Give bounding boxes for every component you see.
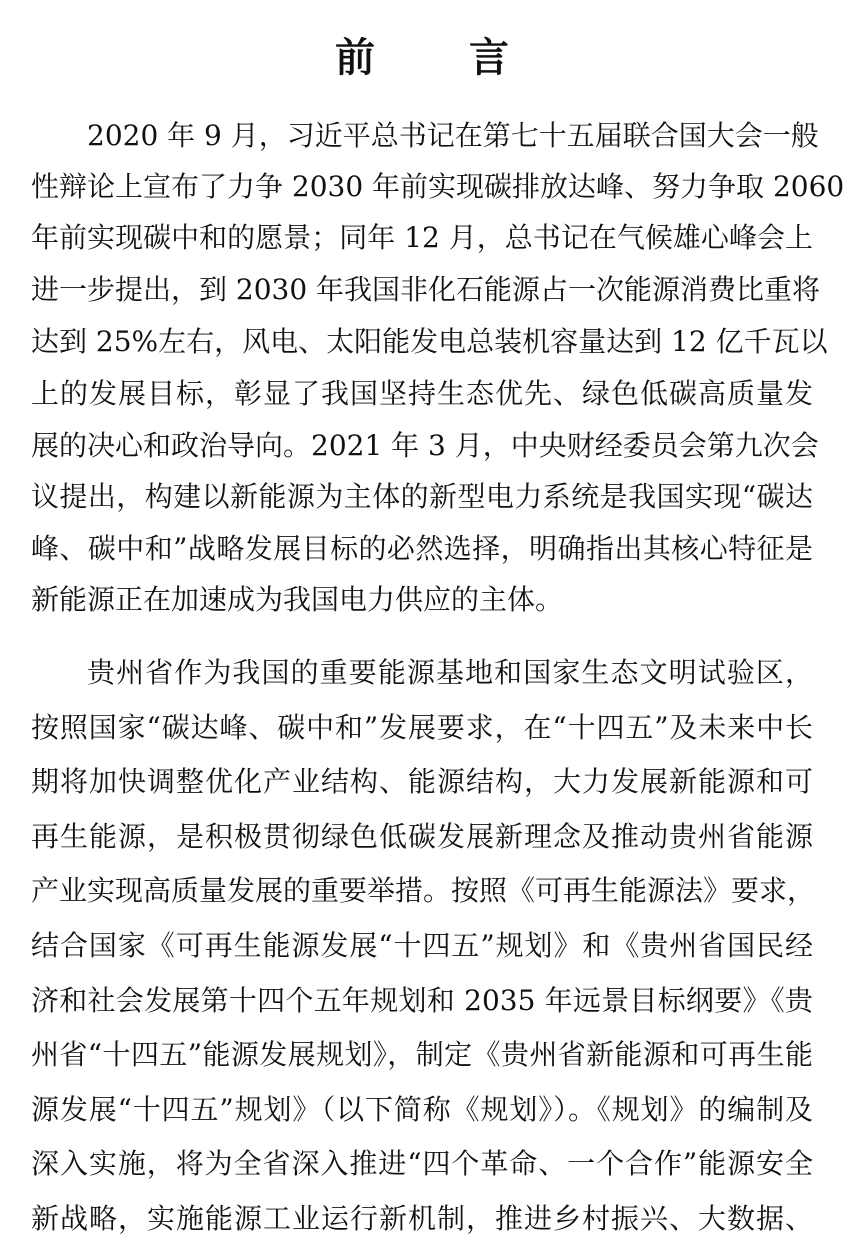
paragraph-2-line-6: 结合国家《可再生能源发展“十四五”规划》和《贵州省国民经 <box>31 929 813 962</box>
paragraph-2-line-3: 期将加快调整优化产业结构、能源结构，大力发展新能源和可 <box>31 765 813 798</box>
paragraph-2-line-8: 州省“十四五”能源发展规划》，制定《贵州省新能源和可再生能 <box>31 1038 813 1071</box>
paragraph-1-line-3: 年前实现碳中和的愿景；同年 12 月，总书记在气候雄心峰会上 <box>31 221 813 254</box>
paragraph-2-line-7: 济和社会发展第十四个五年规划和 2035 年远景目标纲要》《贵 <box>31 984 813 1017</box>
paragraph-1-line-4: 进一步提出，到 2030 年我国非化石能源占一次能源消费比重将 <box>31 273 821 306</box>
paragraph-1-line-8: 议提出，构建以新能源为主体的新型电力系统是我国实现“碳达 <box>31 480 813 513</box>
paragraph-2-line-1: 贵州省作为我国的重要能源基地和国家生态文明试验区， <box>87 656 813 689</box>
paragraph-1-line-1: 2020 年 9 月，习近平总书记在第七十五届联合国大会一般 <box>87 119 819 152</box>
paragraph-1-line-10: 新能源正在加速成为我国电力供应的主体。 <box>31 583 564 616</box>
paragraph-2-line-5: 产业实现高质量发展的重要举措。按照《可再生能源法》要求， <box>31 874 816 907</box>
paragraph-1-line-2: 性辩论上宣布了力争 2030 年前实现碳排放达峰、努力争取 2060 <box>31 170 844 203</box>
paragraph-1-line-5: 达到 25%左右，风电、太阳能发电总装机容量达到 12 亿千瓦以 <box>31 325 828 358</box>
paragraph-2-line-9: 源发展“十四五”规划》（以下简称《规划》）。《规划》的编制及 <box>31 1093 813 1126</box>
page-title: 前 言 <box>335 34 549 81</box>
paragraph-2-line-11: 新战略，实施能源工业运行新机制，推进乡村振兴、大数据、 <box>31 1202 813 1235</box>
paragraph-1-line-9: 峰、碳中和”战略发展目标的必然选择，明确指出其核心特征是 <box>31 532 813 565</box>
paragraph-2-line-10: 深入实施，将为全省深入推进“四个革命、一个合作”能源安全 <box>31 1147 813 1180</box>
paragraph-2-line-4: 再生能源，是积极贯彻绿色低碳发展新理念及推动贵州省能源 <box>31 820 813 853</box>
paragraph-1-line-7: 展的决心和政治导向。2021 年 3 月，中央财经委员会第九次会 <box>31 429 819 462</box>
paragraph-2-line-2: 按照国家“碳达峰、碳中和”发展要求，在“十四五”及未来中长 <box>31 711 813 744</box>
paragraph-1-line-6: 上的发展目标，彰显了我国坚持生态优先、绿色低碳高质量发 <box>31 377 813 410</box>
